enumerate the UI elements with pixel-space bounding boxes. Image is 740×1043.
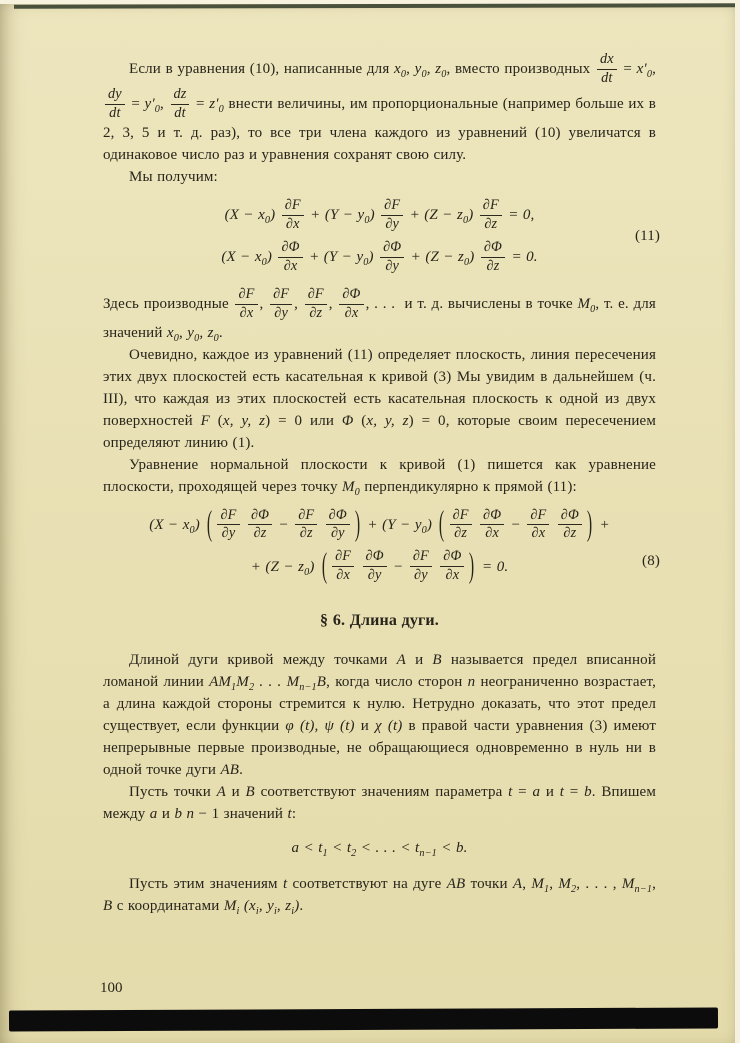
equation-partition: [103, 835, 656, 861]
paragraph-arc-length-definition: Длиной дуги кривой между точками A и B называется предел вписанной ломаной линии $AM_1M_2$ . . . $M_{n-1}B$, когда число сторон n неограниченно возрастает, а длина каждой стороны стремится к нулю. Нетрудно доказать, что этот предел существует, если функции φ (t), ψ (t) и χ (t) в правой части уравнения (3) имеют непрерывные первые производные, не обращающиеся одновременно в нуль ни в одной точке дуги AB.: [103, 652, 661, 779]
text-column: [103, 51, 661, 918]
page-number: 100: [100, 980, 123, 996]
paragraph-normal-plane: Уравнение нормальной плоскости к кривой (1) пишется как уравнение плоскости, проходящей через точку $M_0$ перпендикулярно к прямой (11):: [103, 456, 661, 498]
equation-8: [103, 506, 660, 586]
paragraph-arc-points: Пусть этим значениям t соответствуют на дуге AB точки A, $M_1$, $M_2$, . . . , $M_{n-1}$, B с координатами $M_i$ ($x_i$, $y_i$, $z_i$).: [103, 876, 661, 918]
equation-line: $(X - x_0)$ $\frac{\partial F}{\partial x}$ + $(Y - y_0)$ $\frac{\partial F}{\partial y}$ + $(Z - z_0)$ $\frac{\partial F}{\partial z}$ = 0,: [224, 196, 535, 232]
equation-line: + $(Z - z_0)$ ( $\frac{\partial F}{\partial x}$ $\frac{\partial\Phi}{\partial y}$ − $\frac{\partial F}{\partial y}$ $\frac{\partial\Phi}{\partial x}$ ) = 0.: [250, 548, 509, 586]
paragraph-substitution: Если в уравнения (10), написанные для $x_0$, $y_0$, $z_0$, вместо производных $\frac{dx}{dt}$ = $x'_0$, $\frac{dy}{dt}$ = $y'_0$, $\frac{dz}{dt}$ = $z'_0$ внести величины, им пропорциональные (например больше их в 2, 3, 5 и т. д. раз), то все три члена каждого из уравнений (10) увеличатся в одинаковое число раз и уравнения сохранят свою силу.: [103, 51, 661, 163]
scan-edge-right: [735, 0, 740, 1043]
equation-line: $a < t_1 < t_2$ < . . . < $t_{n-1} < b$.: [291, 840, 468, 860]
equation-line: $(X - x_0)$ ( $\frac{\partial F}{\partial y}$ $\frac{\partial\Phi}{\partial z}$ − $\frac{\partial F}{\partial z}$ $\frac{\partial\Phi}{\partial y}$ ) + $(Y - y_0)$ ( $\frac{\partial F}{\partial z}$ $\frac{\partial\Phi}{\partial x}$ − $\frac{\partial F}{\partial x}$ $\frac{\partial\Phi}{\partial z}$ ) +: [149, 506, 610, 544]
paragraph-we-obtain: Мы получим:: [129, 168, 218, 185]
scan-edge-top-dark: [14, 3, 740, 9]
equation-11: [103, 196, 660, 275]
equation-line: $(X - x_0)$ $\frac{\partial\Phi}{\partial x}$ + $(Y - y_0)$ $\frac{\partial\Phi}{\partial y}$ + $(Z - z_0)$ $\frac{\partial\Phi}{\partial z}$ = 0.: [221, 238, 538, 274]
paragraph-derivatives-note: Здесь производные $\frac{\partial F}{\partial x}$ , $\frac{\partial F}{\partial y}$ , $\frac{\partial F}{\partial z}$ , $\frac{\partial\Phi}{\partial x}$ , . . . и т. д. вычислены в точке $M_0$, т. е. для значений $x_0$, $y_0$, $z_0$.: [103, 285, 661, 344]
paragraph-tangent-planes: Очевидно, каждое из уравнений (11) определяет плоскость, линия пересечения этих двух плоскостей есть касательная к кривой (3) Мы увидим в дальнейшем (ч. III), что каждая из этих плоскостей есть касательная плоскость к одной из двух поверхностей F (x, y, z) = 0 или Φ (x, y, z) = 0, которые своим пересечением определяют линию (1).: [103, 346, 661, 451]
paragraph-parameter-partition: Пусть точки A и B соответствуют значениям параметра t = a и t = b. Впишем между a и b n − 1 значений t:: [103, 784, 661, 823]
section-heading: § 6. Длина дуги.: [320, 612, 439, 630]
scan-edge-bottom-band: [9, 1007, 718, 1031]
equation-number: (11): [634, 228, 660, 245]
equation-number: (8): [642, 553, 660, 570]
